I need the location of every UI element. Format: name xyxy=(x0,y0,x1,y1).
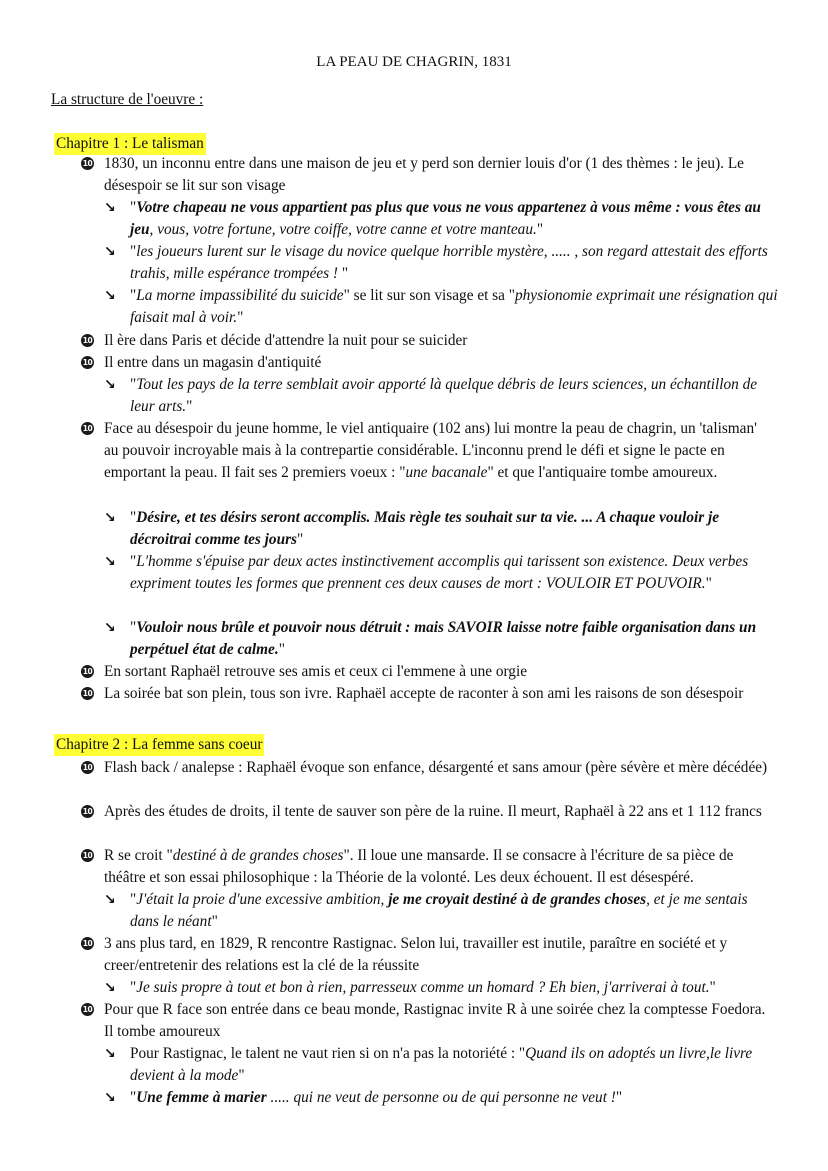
ch2-point-5: Pour que R face son entrée dans ce beau monde, Rastignac invite R à une soirée chez la comptesse Foedora. Il tombe amoureux xyxy=(104,1001,766,1040)
arrow-icon: ↘ xyxy=(104,1046,116,1062)
ch2-point-3: R se croit "destiné à de grandes choses". Il loue une mansarde. Il se consacre à l'écriture de sa pièce de théâtre et son essai philosophique : la Théorie de la volonté. Les deux échouent. Il est désespéré. xyxy=(104,847,734,886)
ch2-point-1: Flash back / analepse : Raphaël évoque son enfance, désargenté et sans amour (père sévère et mère décédée) xyxy=(104,759,768,776)
ch1-point-1: 1830, un inconnu entre dans une maison de jeu et y perd son dernier louis d'or (1 des thèmes : le jeu). Le désespoir se lit sur son visage xyxy=(104,155,744,194)
ch1-point-3: Il entre dans un magasin d'antiquité xyxy=(104,354,322,371)
ch2-quote-2: "Je suis propre à tout et bon à rien, parresseux comme un homard ? Eh bien, j'arriverai à tout." xyxy=(130,979,716,996)
numbered-bullet-icon: 10 xyxy=(82,336,93,345)
ch1-quote-3: "La morne impassibilité du suicide" se lit sur son visage et sa "physionomie exprimait une résignation qui faisait mal à voir." xyxy=(130,287,778,326)
ch2-quote-1: "J'était la proie d'une excessive ambition, je me croyait destiné à de grandes choses, et je me sentais dans le néant" xyxy=(130,891,748,930)
arrow-icon: ↘ xyxy=(104,892,116,908)
arrow-icon: ↘ xyxy=(104,244,116,260)
ch2-point-4: 3 ans plus tard, en 1829, R rencontre Rastignac. Selon lui, travailler est inutile, paraître en société et y creer/entretenir des relations est la clé de la réussite xyxy=(104,935,728,974)
arrow-icon: ↘ xyxy=(104,554,116,570)
numbered-bullet-icon: 10 xyxy=(82,667,93,676)
arrow-icon: ↘ xyxy=(104,1090,116,1106)
numbered-bullet-icon: 10 xyxy=(82,807,93,816)
ch1-quote-6: "L'homme s'épuise par deux actes instinctivement accomplis qui tarissent son existence. Deux verbes expriment toutes les formes que prennent ces deux causes de mort : VOULOIR ET POUVOIR." xyxy=(130,553,749,592)
chapter-1-heading: Chapitre 1 : Le talisman xyxy=(54,133,206,155)
ch1-quote-7: "Vouloir nous brûle et pouvoir nous détruit : mais SAVOIR laisse notre faible organisation dans un perpétuel état de calme." xyxy=(130,619,757,658)
ch2-quote-3: Pour Rastignac, le talent ne vaut rien si on n'a pas la notoriété : "Quand ils on adoptés un livre,le livre devient à la mode" xyxy=(130,1045,753,1084)
ch1-quote-1: "Votre chapeau ne vous appartient pas plus que vous ne vous appartenez à vous même : vous êtes au jeu, vous, votre fortune, votre coiffe, votre canne et votre manteau." xyxy=(130,199,761,238)
arrow-icon: ↘ xyxy=(104,200,116,216)
numbered-bullet-icon: 10 xyxy=(82,689,93,698)
ch1-point-2: Il ère dans Paris et décide d'attendre la nuit pour se suicider xyxy=(104,332,468,349)
ch1-quote-5: "Désire, et tes désirs seront accomplis. Mais règle tes souhait sur ta vie. ... A chaque vouloir je décroitrai comme tes jours" xyxy=(130,509,720,548)
chapter-2-heading: Chapitre 2 : La femme sans coeur xyxy=(54,734,264,756)
structure-heading: La structure de l'oeuvre : xyxy=(51,91,204,108)
arrow-icon: ↘ xyxy=(104,377,116,393)
document-title: LA PEAU DE CHAGRIN, 1831 xyxy=(316,54,512,70)
ch2-point-2: Après des études de droits, il tente de sauver son père de la ruine. Il meurt, Raphaël à 22 ans et 1 112 francs xyxy=(104,803,762,820)
numbered-bullet-icon: 10 xyxy=(82,939,93,948)
numbered-bullet-icon: 10 xyxy=(82,159,93,168)
numbered-bullet-icon: 10 xyxy=(82,424,93,433)
numbered-bullet-icon: 10 xyxy=(82,1005,93,1014)
numbered-bullet-icon: 10 xyxy=(82,358,93,367)
numbered-bullet-icon: 10 xyxy=(82,763,93,772)
ch1-point-5: En sortant Raphaël retrouve ses amis et ceux ci l'emmene à une orgie xyxy=(104,663,527,680)
ch1-point-6: La soirée bat son plein, tous son ivre. Raphaël accepte de raconter à son ami les raisons de son désespoir xyxy=(104,685,744,702)
ch1-point-4: Face au désespoir du jeune homme, le viel antiquaire (102 ans) lui montre la peau de chagrin, un 'talisman' au pouvoir incroyable mais à la contrepartie considérable. L'inconnu prend le défi et signe le pacte en emportant la peau. Il fait ses 2 premiers voeux : "une bacanale" et que l'antiquaire tombe amoureux. xyxy=(104,420,757,481)
ch1-quote-2: "les joueurs lurent sur le visage du novice quelque horrible mystère, ..... , son regard attestait des efforts trahis, mille espérance trompées ! " xyxy=(130,243,768,282)
arrow-icon: ↘ xyxy=(104,980,116,996)
ch1-quote-4: "Tout les pays de la terre semblait avoir apporté là quelque débris de leurs sciences, un échantillon de leur arts." xyxy=(130,376,758,415)
numbered-bullet-icon: 10 xyxy=(82,851,93,860)
ch2-quote-4: "Une femme à marier ..... qui ne veut de personne ou de qui personne ne veut !" xyxy=(130,1089,623,1106)
arrow-icon: ↘ xyxy=(104,620,116,636)
arrow-icon: ↘ xyxy=(104,288,116,304)
arrow-icon: ↘ xyxy=(104,510,116,526)
